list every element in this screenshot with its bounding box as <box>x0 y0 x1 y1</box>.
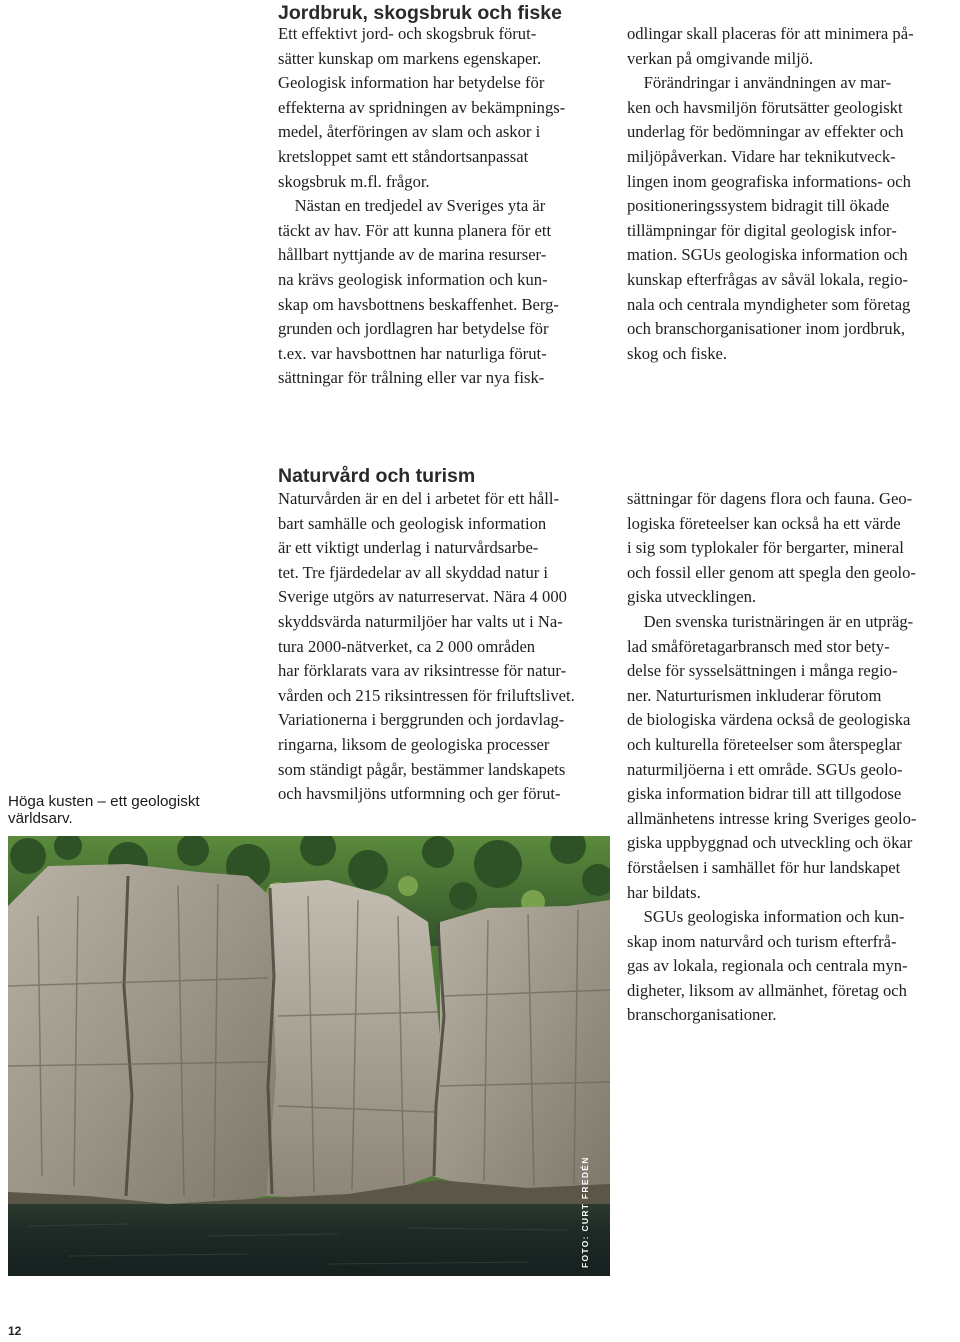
text-line: logiska företeelser kan också ha ett värde <box>627 513 901 533</box>
text-line: digheter, liksom av allmänhet, företag och <box>627 980 907 1000</box>
text-line: har förklarats vara av riksintresse för natur- <box>278 661 567 681</box>
text-line: verkan på omgivande miljö. <box>627 48 814 68</box>
text-line: i sig som typlokaler för bergarter, mineral <box>627 538 904 558</box>
text-line: vården och 215 riksintressen för friluftslivet. <box>278 685 575 705</box>
text-line: skap om havsbottnens beskaffenhet. Berg- <box>278 294 559 314</box>
text-line: är ett viktigt underlag i naturvårdsarbe- <box>278 538 539 558</box>
section1-column-2 <box>627 22 957 366</box>
text-line: Ett effektivt jord- och skogsbruk förut- <box>278 24 537 43</box>
text-line: mation. SGUs geologiska information och <box>627 245 908 265</box>
text-line: tura 2000-nätverket, ca 2 000 områden <box>278 636 536 656</box>
text-line: nala och centrala myndigheter som företag <box>627 294 911 314</box>
text-line: sätter kunskap om markens egenskaper. <box>278 48 542 68</box>
text-line: grunden och jordlagren har betydelse för <box>278 319 549 339</box>
text-line: skog och fiske. <box>627 343 728 363</box>
text-line: förståelsen i samhället för hur landskapet <box>627 857 901 877</box>
text-line: hållbart nyttjande av de marina resurser- <box>278 245 547 265</box>
text-line: Naturvården är en del i arbetet för ett håll- <box>278 489 560 508</box>
text-line: Förändringar i användningen av mar- <box>627 73 892 93</box>
section2-column-1 <box>278 487 608 807</box>
text-line: kunskap efterfrågas av såväl lokala, regio- <box>627 269 909 289</box>
section2-column-2 <box>627 487 957 1028</box>
text-line: sättningar för dagens flora och fauna. Geo- <box>627 489 913 508</box>
text-line: underlag för bedömningar av effekter och <box>627 122 904 142</box>
section-heading-naturvard: Naturvård och turism <box>278 465 476 487</box>
text-line: Den svenska turistnäringen är en utpräg- <box>627 611 914 631</box>
text-line: lingen inom geografiska informations- och <box>627 171 911 191</box>
text-line: sättningar för trålning eller var nya fisk- <box>278 368 545 388</box>
text-line: täckt av hav. För att kunna planera för ett <box>278 220 552 240</box>
text-line: Variationerna i berggrunden och jordavlag- <box>278 710 565 730</box>
text-line: har bildats. <box>627 882 701 902</box>
text-line: kretsloppet samt ett ståndortsanpassat <box>278 146 529 166</box>
figure-caption: Höga kusten – ett geologiskt världsarv. <box>8 793 200 827</box>
page-number: 12 <box>8 1324 22 1338</box>
text-line: giska uppbyggnad och utveckling och ökar <box>627 833 913 853</box>
text-line: giska utvecklingen. <box>627 587 757 607</box>
section1-column-1 <box>278 22 608 391</box>
text-line: medel, återföringen av slam och askor i <box>278 122 541 142</box>
text-line: SGUs geologiska information och kun- <box>627 907 905 927</box>
text-line: bart samhälle och geologisk information <box>278 513 547 533</box>
text-line: Sverige utgörs av naturreservat. Nära 4 000 <box>278 587 567 607</box>
text-line: och kulturella företeelser som återspeglar <box>627 734 902 754</box>
text-line: ner. Naturturismen inkluderar förutom <box>627 685 882 705</box>
cliff-coast-photo <box>8 836 610 1276</box>
text-line: skogsbruk m.fl. frågor. <box>278 171 430 191</box>
text-line: Geologisk information har betydelse för <box>278 73 545 93</box>
text-line: som ständigt pågår, bestämmer landskapets <box>278 759 566 779</box>
text-line: allmänhetens intresse kring Sveriges geolo- <box>627 808 917 828</box>
text-line: de biologiska värdena också de geologiska <box>627 710 911 730</box>
text-line: t.ex. var havsbottnen har naturliga förut- <box>278 343 547 363</box>
text-line: och branschorganisationer inom jordbruk, <box>627 319 906 339</box>
text-line: tillämpningar för digital geologisk infor- <box>627 220 897 240</box>
text-line: lad småföretagarbransch med stor bety- <box>627 636 890 656</box>
text-line: effekterna av spridningen av bekämpnings- <box>278 97 566 117</box>
text-line: positioneringssystem bidragit till ökade <box>627 196 890 216</box>
text-line: giska information bidrar till att tillgodose <box>627 784 902 804</box>
text-line: tet. Tre fjärdedelar av all skyddad natur i <box>278 562 549 582</box>
text-line: och havsmiljöns utformning och ger förut- <box>278 784 561 804</box>
text-line: naturmiljöerna i ett område. SGUs geolo- <box>627 759 903 779</box>
cliff-coast-photo-icon <box>8 836 610 1276</box>
text-line: ringarna, liksom de geologiska processer <box>278 734 550 754</box>
text-line: delse för sysselsättningen i många regio- <box>627 661 898 681</box>
text-line: och fossil eller genom att spegla den geolo- <box>627 562 916 582</box>
text-line: na krävs geologisk information och kun- <box>278 269 548 289</box>
text-line: miljöpåverkan. Vidare har teknikutveck- <box>627 146 896 166</box>
text-line: skap inom naturvård och turism efterfrå- <box>627 931 897 951</box>
text-line: Nästan en tredjedel av Sveriges yta är <box>278 196 546 216</box>
text-line: gas av lokala, regionala och centrala myn- <box>627 956 908 976</box>
text-line: odlingar skall placeras för att minimera på- <box>627 24 914 43</box>
text-line: skyddsvärda naturmiljöer har valts ut i Na- <box>278 611 563 631</box>
text-line: branschorganisationer. <box>627 1005 777 1025</box>
photo-credit: FOTO: CURT FREDÉN <box>580 1156 590 1268</box>
text-line: ken och havsmiljön förutsätter geologiskt <box>627 97 903 117</box>
section-heading-jordbruk: Jordbruk, skogsbruk och fiske <box>278 2 562 24</box>
